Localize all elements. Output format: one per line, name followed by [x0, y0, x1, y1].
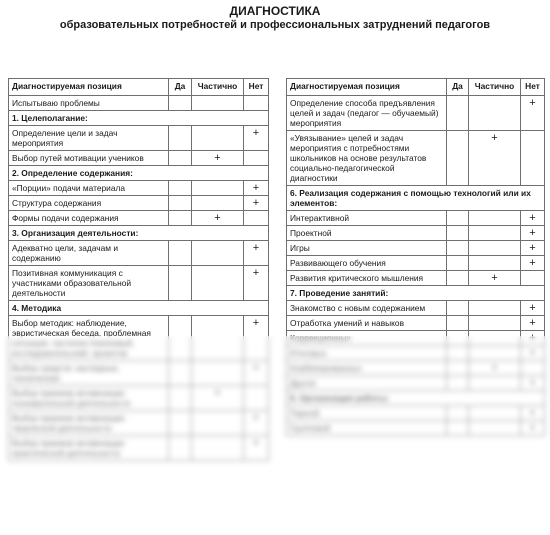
mark-yes	[169, 196, 192, 211]
mark-yes	[447, 211, 469, 226]
section-header-row	[9, 226, 269, 241]
mark-no: +	[521, 301, 545, 316]
section-header-row	[287, 286, 545, 301]
mark-no: +	[521, 226, 545, 241]
position-label: Знакомство с новым содержанием	[287, 301, 447, 316]
position-label: Итоговых	[287, 346, 447, 361]
page-title: ДИАГНОСТИКА	[229, 4, 321, 18]
mark-partly	[469, 226, 521, 241]
mark-no	[244, 151, 269, 166]
position-label: Выбор методик: наблюдение, эвристическая беседа, проблемная ситуация, частично-поисковый, исследовательский, проектов	[9, 316, 169, 361]
section-title: 6. Реализация содержания с помощью технологий или их элементов:	[287, 186, 545, 211]
position-label: Выбор приемов активизации творческой деятельности	[9, 411, 169, 436]
position-label: Парной	[287, 406, 447, 421]
mark-partly	[469, 241, 521, 256]
section-title: 7. Проведение занятий:	[287, 286, 545, 301]
page-subtitle: образовательных потребностей и профессиональных затруднений педагогов	[59, 19, 491, 31]
position-label: Определение способа предъявления целей и задач (педагог — обучаемый) мероприятия	[287, 96, 447, 131]
mark-no: +	[521, 316, 545, 331]
position-label: Выбор приемов активизации познавательной деятельности	[9, 386, 169, 411]
table-header-row	[287, 79, 545, 96]
mark-no: +	[521, 406, 545, 421]
mark-partly	[192, 126, 244, 151]
position-label: «Порции» подачи материала	[9, 181, 169, 196]
position-label: Адекватно цели, задачам и содержанию	[9, 241, 169, 266]
mark-no: +	[521, 376, 545, 391]
position-label: Формы подачи содержания	[9, 211, 169, 226]
section-title: 3. Организация деятельности:	[9, 226, 269, 241]
mark-no: +	[244, 361, 269, 386]
section-header-row	[9, 166, 269, 181]
position-label: «Увязывание» целей и задач мероприятия с потребностями школьников на основе результатов социально-педагогической диагностики	[287, 131, 447, 186]
table-row	[287, 271, 545, 286]
mark-partly: +	[192, 211, 244, 226]
mark-partly: +	[469, 131, 521, 186]
table-row	[9, 151, 269, 166]
header-position: Диагностируемая позиция	[287, 79, 447, 96]
position-label: Развития критического мышления	[287, 271, 447, 286]
mark-no	[244, 96, 269, 111]
mark-no: +	[521, 346, 545, 361]
mark-partly: +	[469, 361, 521, 376]
mark-partly	[192, 266, 244, 301]
table-row	[287, 301, 545, 316]
position-label: Других	[287, 376, 447, 391]
table-row	[9, 266, 269, 301]
table-row	[287, 256, 545, 271]
position-label: Выбор приемов активизации практической деятельности	[9, 436, 169, 461]
mark-yes	[447, 271, 469, 286]
mark-no: +	[244, 126, 269, 151]
position-label: Игры	[287, 241, 447, 256]
mark-yes	[169, 151, 192, 166]
mark-partly	[469, 316, 521, 331]
position-label: Структура содержания	[9, 196, 169, 211]
header-yes: Да	[447, 79, 469, 96]
mark-partly	[469, 96, 521, 131]
mark-yes	[169, 181, 192, 196]
table-row	[287, 131, 545, 186]
table-row	[287, 96, 545, 131]
mark-no: +	[244, 411, 269, 436]
mark-yes	[447, 241, 469, 256]
position-label: Комбинированных	[287, 361, 447, 376]
mark-no: +	[521, 211, 545, 226]
mark-partly	[192, 196, 244, 211]
section-header-row	[287, 186, 545, 211]
mark-no: +	[244, 436, 269, 461]
table-row	[9, 181, 269, 196]
mark-yes	[169, 126, 192, 151]
mark-partly	[192, 241, 244, 266]
position-label: Позитивная коммуникация с участниками образовательной деятельности	[9, 266, 169, 301]
mark-yes	[447, 316, 469, 331]
section-header-row	[9, 111, 269, 126]
mark-yes	[447, 131, 469, 186]
mark-no: +	[521, 96, 545, 131]
mark-no	[244, 211, 269, 226]
header-position: Диагностируемая позиция	[9, 79, 169, 96]
mark-partly: +	[192, 386, 244, 411]
mark-yes	[447, 226, 469, 241]
position-label: Групповой	[287, 421, 447, 436]
mark-yes	[447, 256, 469, 271]
table-row	[287, 241, 545, 256]
position-label: Испытываю проблемы	[9, 96, 169, 111]
mark-yes	[447, 96, 469, 131]
position-label: Коррекционных	[287, 331, 447, 346]
table-header-row	[9, 79, 269, 96]
header-partly: Частично	[192, 79, 244, 96]
mark-no: +	[521, 331, 545, 346]
mark-no: +	[244, 196, 269, 211]
mark-no: +	[244, 266, 269, 301]
position-label: Развивающего обучения	[287, 256, 447, 271]
table-row	[9, 96, 269, 111]
mark-partly: +	[192, 151, 244, 166]
blurred-region-overlay	[0, 336, 550, 535]
header-yes: Да	[169, 79, 192, 96]
mark-yes	[169, 266, 192, 301]
mark-yes	[169, 211, 192, 226]
mark-yes	[169, 96, 192, 111]
section-title: 2. Определение содержания:	[9, 166, 269, 181]
section-title: 1. Целеполагание:	[9, 111, 269, 126]
mark-partly	[469, 256, 521, 271]
table-row	[287, 211, 545, 226]
section-title: 4. Методика	[9, 301, 269, 316]
mark-no: +	[244, 181, 269, 196]
position-label: Интерактивной	[287, 211, 447, 226]
position-label: Выбор путей мотивации учеников	[9, 151, 169, 166]
table-row	[9, 241, 269, 266]
mark-yes	[169, 241, 192, 266]
header-no: Нет	[521, 79, 545, 96]
position-label: Выбор средств: наглядные, технические	[9, 361, 169, 386]
mark-partly	[192, 96, 244, 111]
table-row	[287, 226, 545, 241]
section-header-row	[9, 301, 269, 316]
mark-no	[521, 271, 545, 286]
table-row	[9, 196, 269, 211]
table-row	[9, 211, 269, 226]
table-row	[287, 316, 545, 331]
mark-partly	[469, 211, 521, 226]
mark-yes	[447, 301, 469, 316]
mark-no: +	[521, 421, 545, 436]
position-label: Проектной	[287, 226, 447, 241]
table-row	[9, 126, 269, 151]
section-title: 8. Организация работы:	[287, 391, 545, 406]
header-no: Нет	[244, 79, 269, 96]
mark-no: +	[521, 241, 545, 256]
position-label: Отработка умений и навыков	[287, 316, 447, 331]
mark-no: +	[244, 316, 269, 361]
mark-partly	[469, 301, 521, 316]
mark-partly	[192, 181, 244, 196]
header-partly: Частично	[469, 79, 521, 96]
mark-partly: +	[469, 271, 521, 286]
mark-no: +	[521, 256, 545, 271]
mark-no	[521, 131, 545, 186]
position-label: Определение цели и задач мероприятия	[9, 126, 169, 151]
mark-no: +	[244, 241, 269, 266]
